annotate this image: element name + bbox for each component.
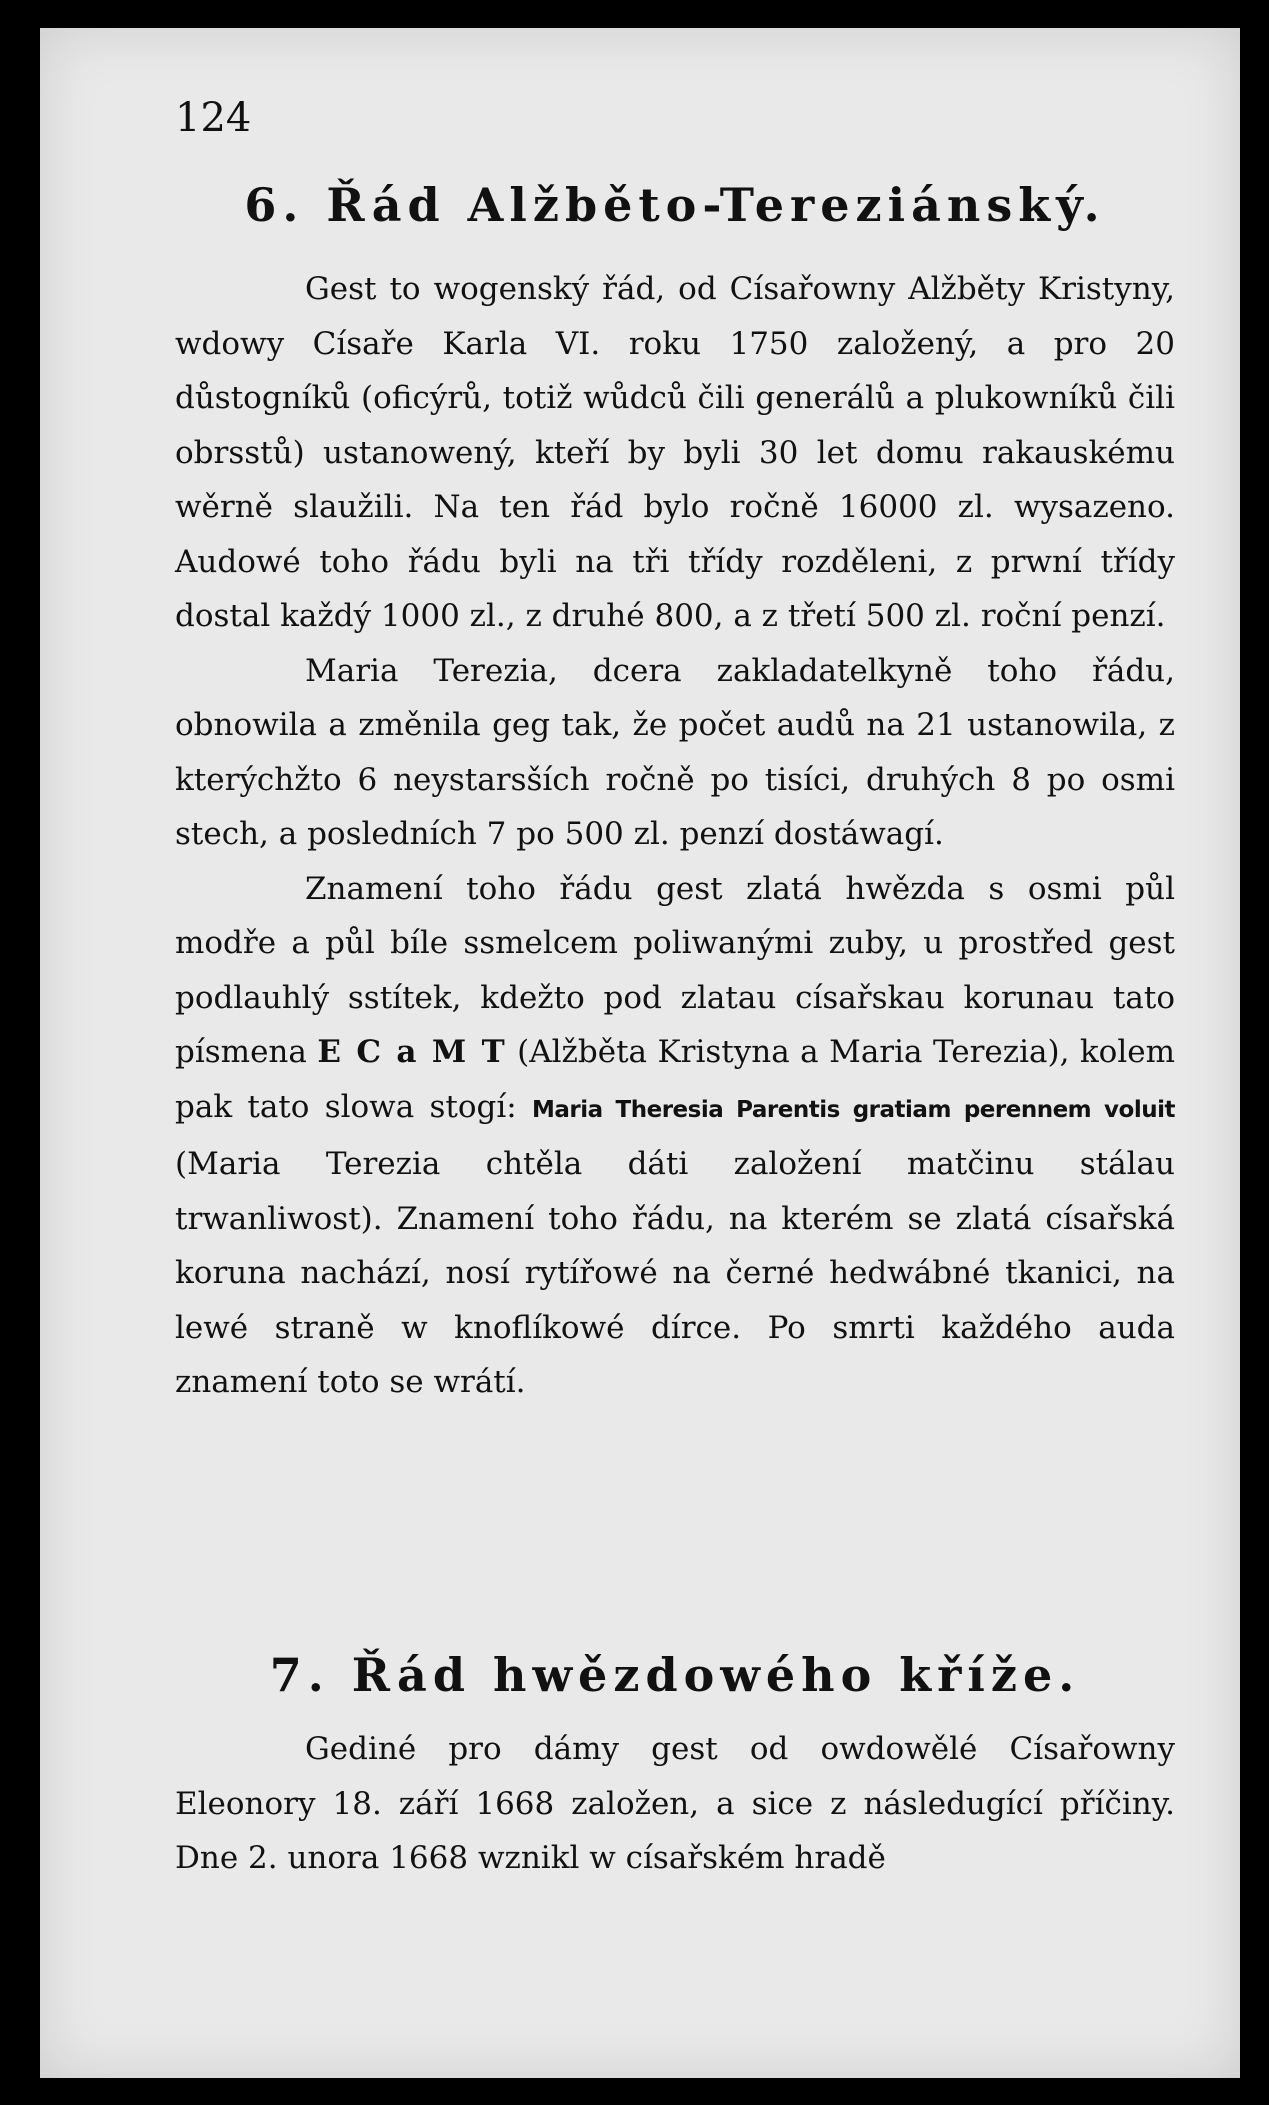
section-6-paragraph-1: Gest to wogenský řád, od Císařowny Alžběty Kristyny, wdowy Císaře Karla VI. roku 1750 založený, a pro 20 důstogníků (oficýrů, totiž wůdců čili generálů a plukowníků čili obrsstů) ustanowený, kteří by byli 30 let domu rakauskému wěrně slaužili. Na ten řád bylo ročně 16000 zl. wysazeno. Audowé toho řádu byli na tři třídy rozděleni, z prwní třídy dostal každý 1000 zl., z druhé 800, a z třetí 500 zl. roční penzí. (175, 271, 1175, 634)
insignia-letters: E C a M T (317, 1034, 507, 1070)
section-6-heading: 6. Řád Alžběto-Tereziánský. (244, 178, 1106, 232)
latin-motto: Maria Theresia Parentis gratiam perennem voluit (531, 1096, 1175, 1123)
paragraph-3-text-middle: (Alžběta Kristyna a Maria Terezia), kolem pak tato slowa stogí: (175, 1034, 1175, 1125)
section-7-paragraph-1: Gediné pro dámy gest od owdowělé Císařowny Eleonory 18. září 1668 založen, a sice z následugící příčiny. Dne 2. unora 1668 wznikl w císařském hradě (175, 1731, 1175, 1876)
paragraph-3-text-start: Znamení toho řádu gest zlatá hwězda s osmi půl modře a půl bíle ssmelcem poliwanými zuby, u prostřed gest podlauhlý sstítek, kdežto pod zlatau císařskau korunau tato písmena (175, 870, 1175, 1070)
page-number: 124 (175, 95, 252, 141)
section-6-body (175, 262, 1175, 1410)
section-7-heading: 7. Řád hwězdowého kříže. (269, 1648, 1081, 1702)
section-6-paragraph-2: Maria Terezia, dcera zakladatelkyně toho řádu, obnowila a změnila geg tak, že počet audů na 21 ustanowila, z kterýchžto 6 neystarsších ročně po tisíci, druhých 8 po osmi stech, a posledních 7 po 500 zl. penzí dostáwagí. (175, 652, 1175, 852)
paragraph-3-text-end: (Maria Terezia chtěla dáti založení matčinu stálau trwanliwost). Znamení toho řádu, na kterém se zlatá císařská koruna nachází, nosí rytířowé na černé hedwábné tkanici, na lewé straně w knoflíkowé dírce. Po smrti každého auda znamení toto se wrátí. (175, 1146, 1175, 1400)
section-6-paragraph-3 (175, 862, 1175, 1410)
section-7-body (175, 1722, 1175, 1886)
